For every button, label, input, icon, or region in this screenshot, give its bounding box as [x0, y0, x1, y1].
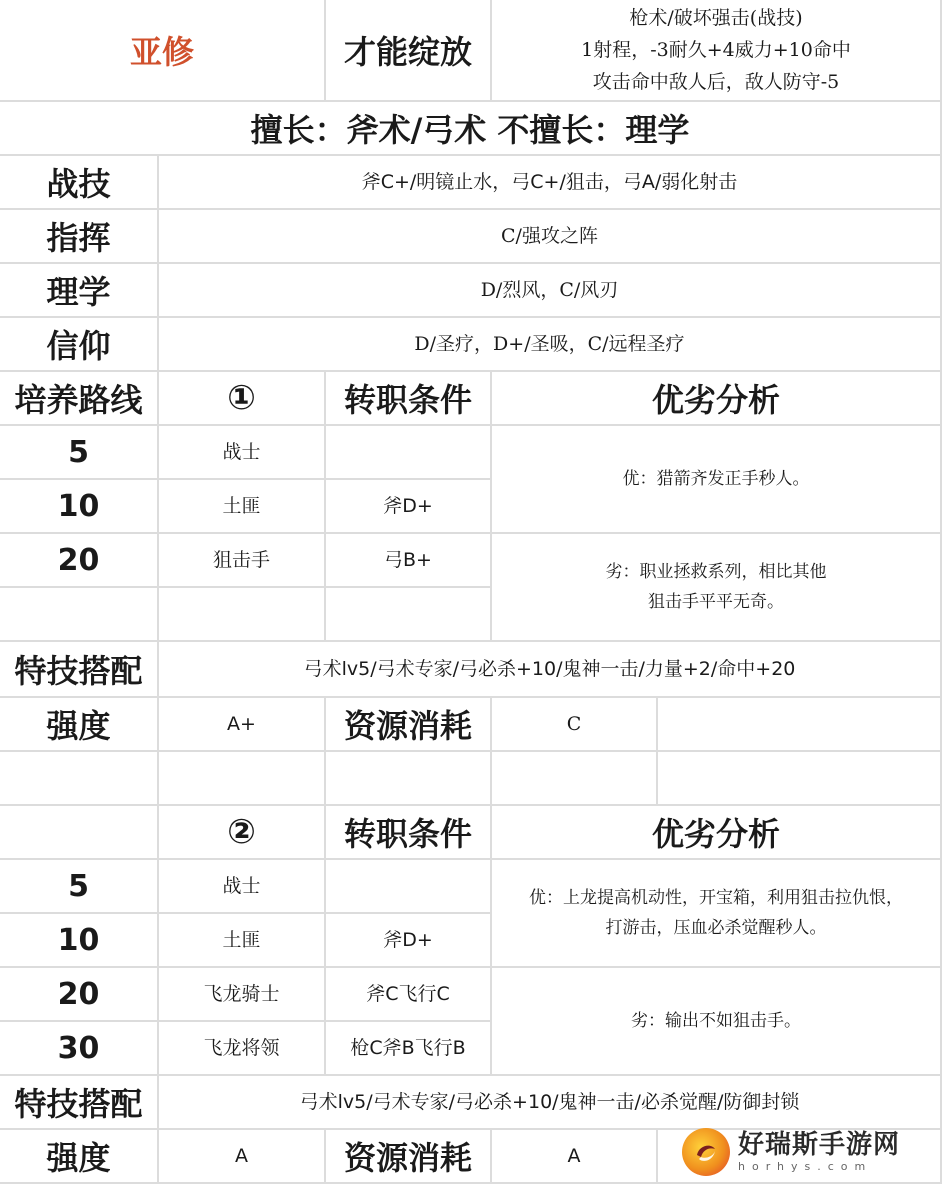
skill-description: 枪术/破坏强击(战技) 1射程，-3耐久+4威力+10命中 攻击命中敌人后，敌人防守-5: [492, 0, 942, 102]
empty-cell: [159, 752, 326, 806]
empty-cell: [658, 752, 942, 806]
table-row-level: 10: [0, 914, 159, 968]
skills-reason-label: 理学: [0, 264, 159, 318]
skills-reason-value: D/烈风，C/风刃: [159, 264, 942, 318]
watermark-domain: horhys.com: [738, 1160, 873, 1173]
class-change-header: 转职条件: [326, 372, 492, 426]
route-number: ②: [159, 806, 326, 860]
analysis-header: 优劣分析: [492, 806, 942, 860]
empty-cell: [492, 752, 658, 806]
empty-cell: [326, 752, 492, 806]
table-row-class: 战士: [159, 860, 326, 914]
analysis-pros: 优：上龙提高机动性，开宝箱，利用狙击拉仇恨， 打游击，压血必杀觉醒秒人。: [492, 860, 942, 968]
skill-title: 才能绽放: [326, 0, 492, 102]
resource-label: 资源消耗: [326, 698, 492, 752]
table-row-condition: [326, 860, 492, 914]
table-row-condition: 枪C斧B飞行B: [326, 1022, 492, 1076]
skills-combat-value: 斧C+/明镜止水，弓C+/狙击，弓A/弱化射击: [159, 156, 942, 210]
route-number: ①: [159, 372, 326, 426]
table-row-class: 飞龙骑士: [159, 968, 326, 1022]
table-row-class: 狙击手: [159, 534, 326, 588]
table-row-class: 土匪: [159, 480, 326, 534]
skills-command-label: 指挥: [0, 210, 159, 264]
analysis-cons: 劣：职业拯救系列，相比其他 狙击手平平无奇。: [492, 534, 942, 642]
resource-value: A: [492, 1130, 658, 1184]
site-watermark: [682, 1124, 942, 1180]
table-row-level: 30: [0, 1022, 159, 1076]
table-row-condition: 斧D+: [326, 480, 492, 534]
analysis-header: 优劣分析: [492, 372, 942, 426]
class-change-header: 转职条件: [326, 806, 492, 860]
table-row-level: 20: [0, 968, 159, 1022]
analysis-cons: 劣：输出不如狙击手。: [492, 968, 942, 1076]
empty-cell: [0, 588, 159, 642]
analysis-pros: 优：猎箭齐发正手秒人。: [492, 426, 942, 534]
route-label: 培养路线: [0, 372, 159, 426]
skills-faith-label: 信仰: [0, 318, 159, 372]
table-row-level: 20: [0, 534, 159, 588]
table-row-class: 飞龙将领: [159, 1022, 326, 1076]
table-row-condition: 弓B+: [326, 534, 492, 588]
skills-command-value: C/强攻之阵: [159, 210, 942, 264]
abilities-label: 特技搭配: [0, 642, 159, 698]
proficiency-row: 擅长：斧术/弓术 不擅长：理学: [0, 102, 942, 156]
character-name: 亚修: [0, 0, 326, 102]
watermark-title: 好瑞斯手游网: [738, 1130, 901, 1160]
empty-cell: [0, 806, 159, 860]
site-logo-icon: [682, 1128, 730, 1176]
table-row-level: 5: [0, 860, 159, 914]
empty-cell: [326, 588, 492, 642]
empty-cell: [0, 752, 159, 806]
skills-combat-label: 战技: [0, 156, 159, 210]
table-row-level: 5: [0, 426, 159, 480]
table-row-condition: 斧C飞行C: [326, 968, 492, 1022]
strength-value: A+: [159, 698, 326, 752]
table-row-class: 战士: [159, 426, 326, 480]
abilities-value: 弓术lv5/弓术专家/弓必杀+10/鬼神一击/必杀觉醒/防御封锁: [159, 1076, 942, 1130]
strength-label: 强度: [0, 1130, 159, 1184]
abilities-label: 特技搭配: [0, 1076, 159, 1130]
table-row-class: 土匪: [159, 914, 326, 968]
table-row-condition: 斧D+: [326, 914, 492, 968]
strength-label: 强度: [0, 698, 159, 752]
empty-cell: [159, 588, 326, 642]
table-row-level: 10: [0, 480, 159, 534]
empty-cell: [658, 698, 942, 752]
resource-label: 资源消耗: [326, 1130, 492, 1184]
strength-value: A: [159, 1130, 326, 1184]
resource-value: C: [492, 698, 658, 752]
abilities-value: 弓术lv5/弓术专家/弓必杀+10/鬼神一击/力量+2/命中+20: [159, 642, 942, 698]
skills-faith-value: D/圣疗，D+/圣吸，C/远程圣疗: [159, 318, 942, 372]
table-row-condition: [326, 426, 492, 480]
